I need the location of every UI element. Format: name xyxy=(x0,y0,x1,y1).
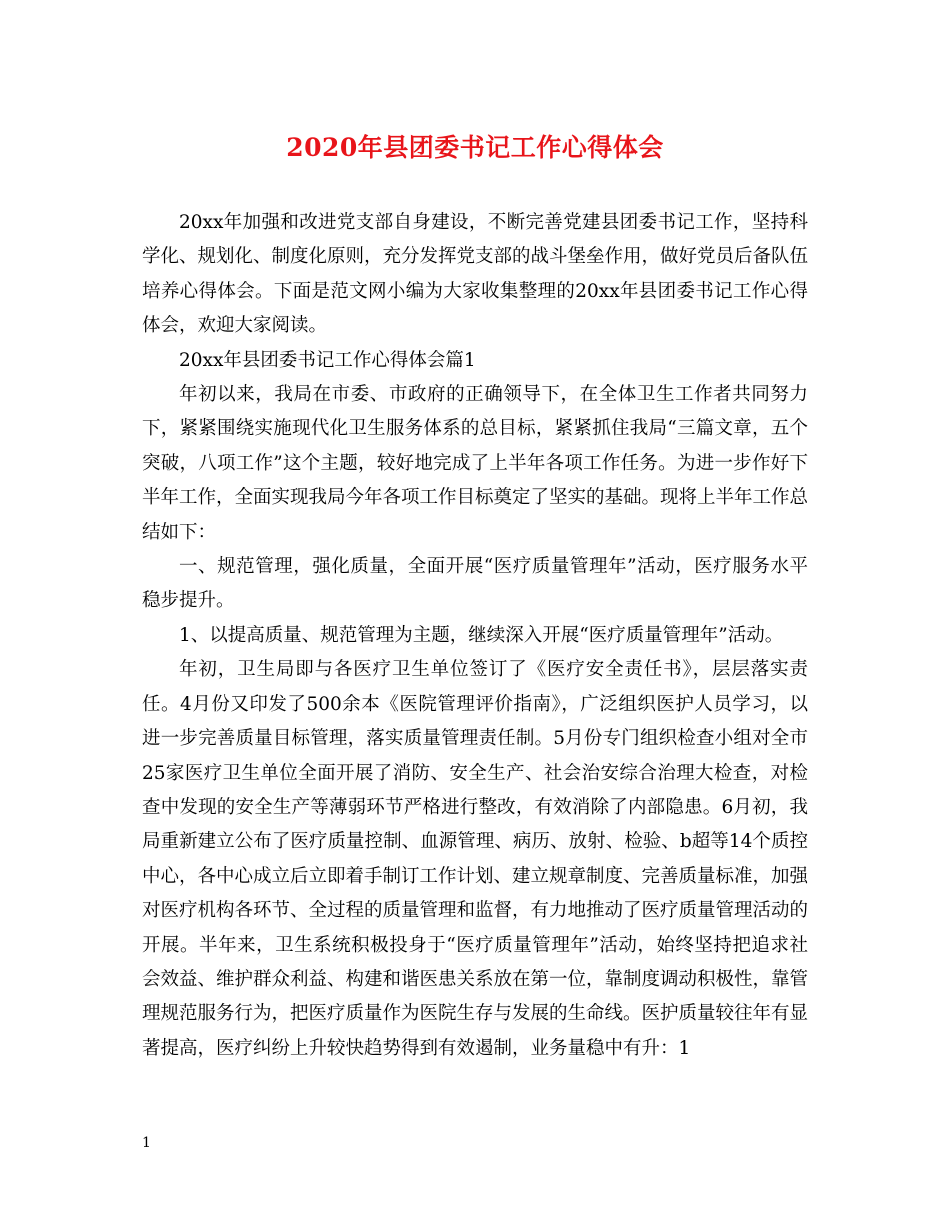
body-paragraph: 一、规范管理，强化质量，全面开展“医疗质量管理年”活动，医疗服务水平稳步提升。 xyxy=(142,556,808,612)
document-title: 2020年县团委书记工作心得体会 xyxy=(286,133,664,162)
body-paragraph: 年初以来，我局在市委、市政府的正确领导下，在全体卫生工作者共同努力下，紧紧围绕实施现代化卫生服务体系的总目标，紧紧抓住我局“三篇文章，五个突破，八项工作”这个主题，较好地完成了上半年各项工作任务。为进一步作好下半年工作，全面实现我局今年各项工作目标奠定了坚实的基础。现将上半年工作总结如下： xyxy=(142,384,809,543)
intro-paragraph: 20xx年加强和改进党支部自身建设，不断完善党建县团委书记工作，坚持科学化、规划化、制度化原则，充分发挥党支部的战斗堡垒作用，做好党员后备队伍培养心得体会。下面是范文网小编为大家收集整理的20xx年县团委书记工作心得体会，欢迎大家阅读。 xyxy=(142,212,809,337)
section-heading: 20xx年县团委书记工作心得体会篇1 xyxy=(179,349,476,371)
page-number: 1 xyxy=(142,1135,151,1151)
body-paragraph: 1、以提高质量、规范管理为主题，继续深入开展“医疗质量管理年”活动。 xyxy=(179,624,784,646)
document-body xyxy=(142,206,808,1066)
body-paragraph: 年初，卫生局即与各医疗卫生单位签订了《医疗安全责任书》，层层落实责任。4月份又印发了500余本《医院管理评价指南》，广泛组织医护人员学习，以进一步完善质量目标管理，落实质量管理责任制。5月份专门组织检查小组对全市25家医疗卫生单位全面开展了消防、安全生产、社会治安综合治理大检查，对检查中发现的安全生产等薄弱环节严格进行整改，有效消除了内部隐患。6月初，我局重新建立公布了医疗质量控制、血源管理、病历、放射、检验、b超等14个质控中心，各中心成立后立即着手制订工作计划、建立规章制度、完善质量标准，加强对医疗机构各环节、全过程的质量管理和监督，有力地推动了医疗质量管理活动的开展。半年来，卫生系统积极投身于“医疗质量管理年”活动，始终坚持把追求社会效益、维护群众利益、构建和谐医患关系放在第一位，靠制度调动积极性，靠管理规范服务行为，把医疗质量作为医院生存与发展的生命线。医护质量较往年有显著提高，医疗纠纷上升较快趋势得到有效遏制，业务量稳中有升：1 xyxy=(142,659,809,1059)
